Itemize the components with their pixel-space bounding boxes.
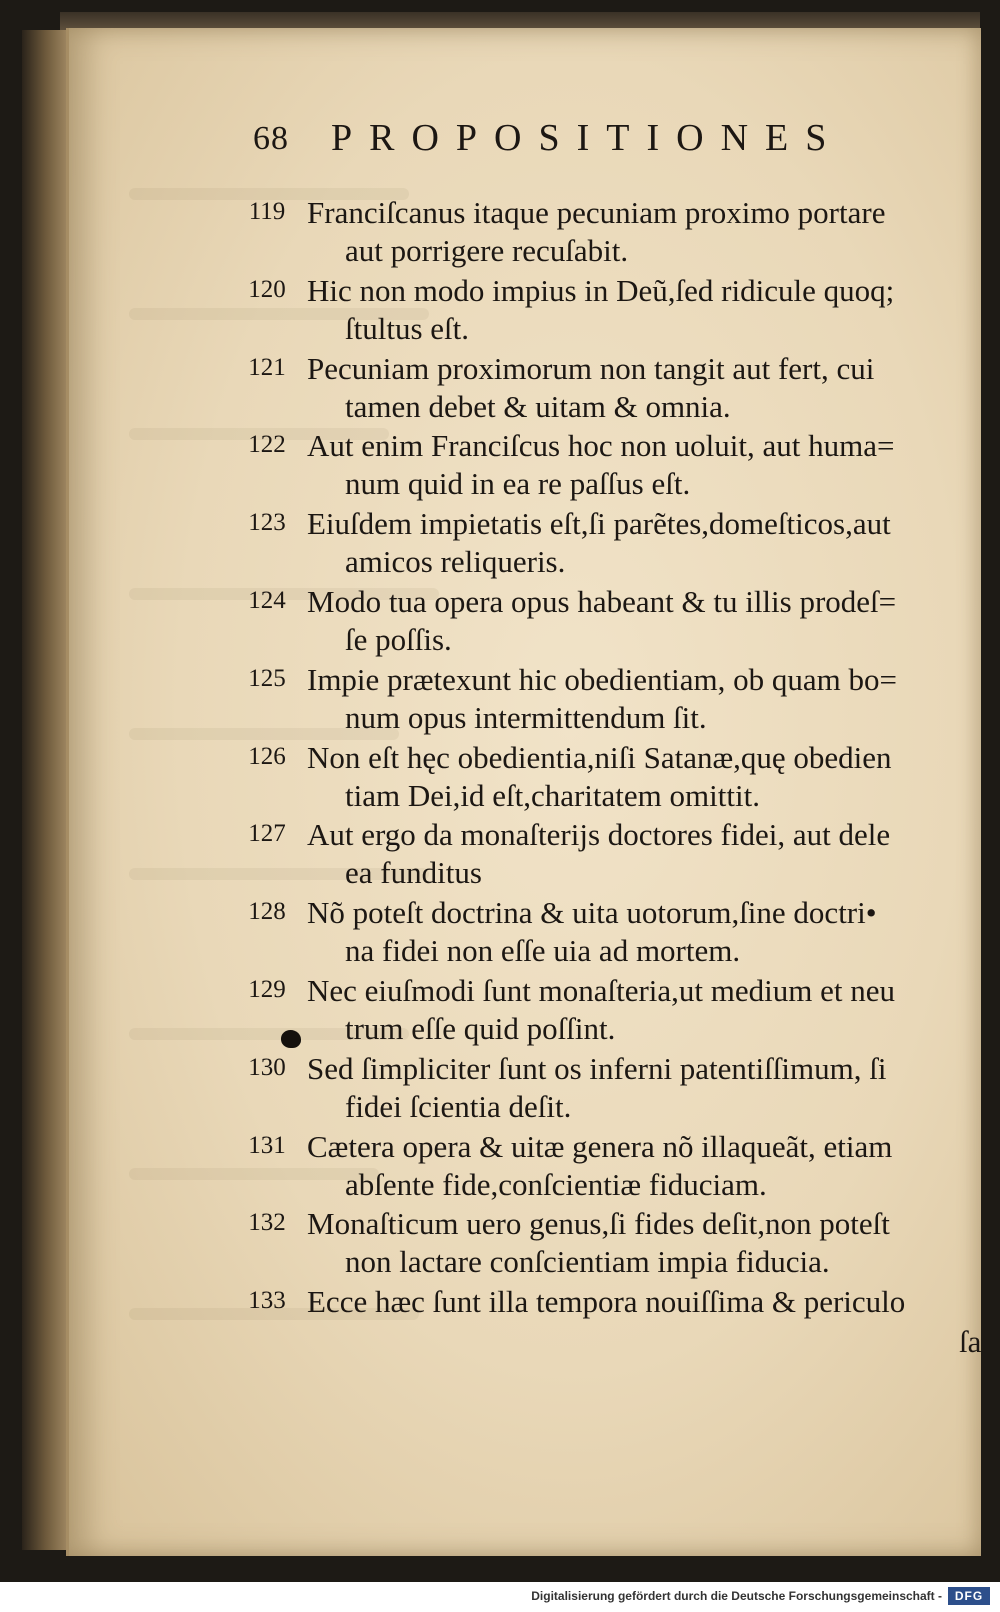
running-title: PROPOSITIONES (331, 117, 844, 159)
proposition-item (69, 661, 981, 739)
proposition-number: 125 (248, 664, 286, 692)
book-page (66, 28, 981, 1556)
proposition-number: 131 (248, 1131, 286, 1159)
proposition-item (69, 1128, 981, 1206)
proposition-text-line2: ſtultus eſt. (345, 310, 469, 346)
proposition-number: 133 (248, 1287, 286, 1315)
digitization-credit: Digitalisierung gefördert durch die Deutsche Forschungsgemeinschaft - (531, 1589, 942, 1603)
proposition-text-line1: Nec eiuſmodi ſunt monaſteria,ut medium et neu (307, 972, 895, 1008)
proposition-number: 132 (248, 1209, 286, 1237)
proposition-item (69, 1283, 981, 1361)
proposition-number: 130 (248, 1053, 286, 1081)
page-number: 68 (253, 120, 289, 157)
proposition-text-line1: Franciſcanus itaque pecuniam proximo portare (307, 195, 886, 230)
proposition-text-line1: Sed ſimpliciter ſunt os inferni patentiſſimum, ſi (307, 1050, 887, 1086)
proposition-item (69, 816, 981, 894)
proposition-text-line1: Nõ poteſt doctrina & uita uotorum,ſine doctri• (307, 895, 877, 931)
proposition-number: 119 (248, 198, 286, 225)
proposition-text-line1: Hic non modo impius in Deũ,ſed ridicule quoq; (307, 272, 895, 308)
proposition-item (69, 194, 981, 272)
proposition-item (69, 272, 981, 350)
proposition-item (69, 894, 981, 972)
proposition-text-line2: num opus intermittendum ſit. (345, 699, 707, 735)
proposition-item (69, 427, 981, 505)
catchword: ſa (959, 1324, 982, 1359)
page-header (69, 116, 981, 168)
proposition-text-line2: amicos reliqueris. (345, 544, 566, 580)
proposition-number: 124 (248, 586, 286, 614)
proposition-item (69, 1205, 981, 1283)
proposition-text-line1: Cætera opera & uitæ genera nõ illaqueãt, etiam (307, 1128, 893, 1164)
proposition-item (69, 1050, 981, 1128)
proposition-text-line1: Eiuſdem impietatis eſt,ſi parẽtes,domeſticos,aut (307, 506, 891, 542)
proposition-text-line2: trum eſſe quid poſſint. (345, 1010, 616, 1046)
ink-blot (281, 1030, 301, 1048)
dfg-logo: DFG (948, 1587, 990, 1605)
proposition-number: 120 (248, 275, 286, 303)
proposition-text-line1: Modo tua opera opus habeant & tu illis prodeſ= (307, 583, 897, 619)
proposition-number: 126 (248, 742, 286, 770)
proposition-item (69, 350, 981, 428)
proposition-text-line2: aut porrigere recuſabit. (345, 233, 629, 268)
proposition-text-line2: fidei ſcientia deſit. (345, 1088, 572, 1124)
proposition-text-line2: abſente fide,conſcientiæ fiduciam. (345, 1166, 767, 1202)
proposition-number: 122 (248, 431, 286, 459)
proposition-item (69, 972, 981, 1050)
propositions-list (69, 194, 981, 1361)
proposition-text-line2: num quid in ea re paſſus eſt. (345, 466, 691, 502)
proposition-text-line1: Impie prætexunt hic obedientiam, ob quam bo= (307, 661, 897, 697)
proposition-number: 123 (248, 509, 286, 537)
proposition-text-line1: Aut ergo da monaſterijs doctores fidei, aut dele (307, 817, 891, 853)
proposition-text-line1: Aut enim Franciſcus hoc non uoluit, aut huma= (307, 428, 895, 464)
footer-strip (0, 1582, 1000, 1612)
proposition-text-line2: tamen debet & uitam & omnia. (345, 388, 731, 424)
proposition-text-line2: non lactare conſcientiam impia fiducia. (345, 1244, 830, 1280)
proposition-number: 121 (248, 353, 286, 381)
proposition-number: 127 (248, 820, 286, 848)
proposition-item (69, 505, 981, 583)
proposition-text-line1: Non eſt hęc obedientia,niſi Satanæ,quę obedien (307, 739, 892, 775)
proposition-text-line2: ea funditus (345, 855, 482, 891)
proposition-item (69, 583, 981, 661)
proposition-text-line1: Ecce hæc ſunt illa tempora nouiſſima & periculo (307, 1284, 906, 1320)
proposition-number: 129 (248, 975, 286, 1003)
proposition-text-line1: Pecuniam proximorum non tangit aut fert, cui (307, 350, 875, 386)
proposition-item (69, 739, 981, 817)
proposition-text-line2: na fidei non eſſe uia ad mortem. (345, 933, 741, 969)
proposition-text-line2: tiam Dei,id eſt,charitatem omittit. (345, 777, 760, 813)
proposition-number: 128 (248, 898, 286, 926)
proposition-text-line1: Monaſticum uero genus,ſi fides deſit,non poteſt (307, 1206, 890, 1242)
proposition-text-line2: ſe poſſis. (345, 621, 452, 657)
